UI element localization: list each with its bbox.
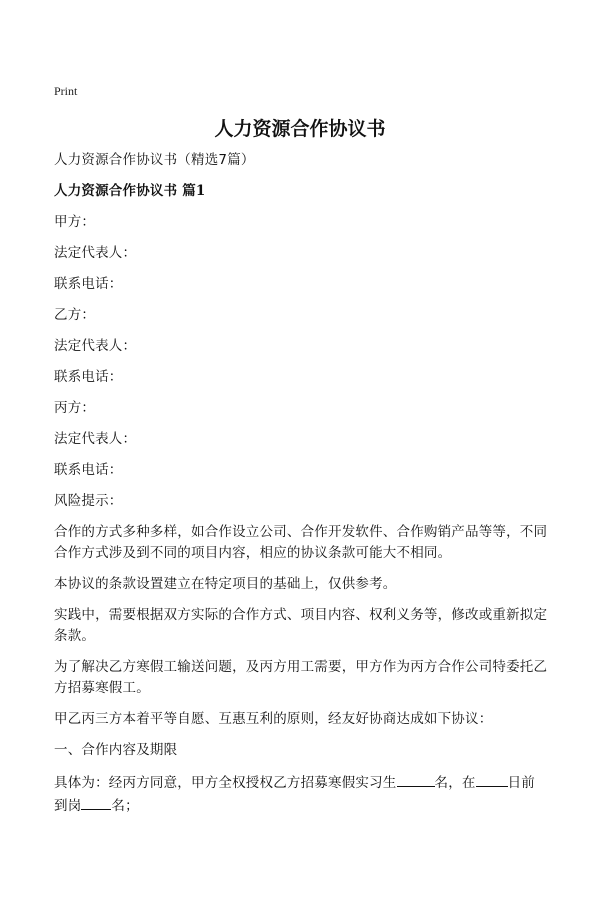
paragraph-reference-note: 本协议的条款设置建立在特定项目的基础上，仅供参考。 <box>54 576 397 592</box>
blank-field-count <box>397 771 435 787</box>
party-a-representative: 法定代表人： <box>54 245 137 261</box>
party-b-representative: 法定代表人： <box>54 338 137 354</box>
specifics-text-a: 具体为：经丙方同意，甲方全权授权乙方招募寒假实习生 <box>54 775 397 791</box>
party-c-representative: 法定代表人： <box>54 431 137 447</box>
section-heading: 人力资源合作协议书 篇1 <box>54 183 206 199</box>
document-subtitle: 人力资源合作协议书（精选7篇） <box>54 152 255 168</box>
paragraph-specifics <box>54 771 548 817</box>
party-a-phone: 联系电话： <box>54 276 123 292</box>
paragraph-cooperation-methods: 合作的方式多种多样，如合作设立公司、合作开发软件、合作购销产品等等，不同合作方式涉及到不同的项目内容，相应的协议条款可能大不相同。 <box>54 524 548 561</box>
specifics-text-d: 名； <box>111 798 139 814</box>
specifics-text-c: 日前到岗 <box>54 775 536 814</box>
risk-label: 风险提示： <box>54 493 123 509</box>
party-c-phone: 联系电话： <box>54 462 123 478</box>
paragraph-practice-note: 实践中，需要根据双方实际的合作方式、项目内容、权利义务等，修改或重新拟定条款。 <box>54 607 548 644</box>
document-title: 人力资源合作协议书 <box>214 118 386 140</box>
blank-field-arrival <box>81 794 111 810</box>
party-b-phone: 联系电话： <box>54 369 123 385</box>
specifics-text-b: 名，在 <box>434 775 476 791</box>
paragraph-purpose: 为了解决乙方寒假工输送问题，及丙方用工需要，甲方作为丙方合作公司特委托乙方招募寒假工。 <box>54 659 548 696</box>
paragraph-principles: 甲乙丙三方本着平等自愿、互惠互利的原则，经友好协商达成如下协议： <box>54 711 493 727</box>
party-b-line: 乙方： <box>54 307 96 323</box>
section-1-heading: 一、合作内容及期限 <box>54 742 178 758</box>
party-a-line: 甲方： <box>54 214 96 230</box>
document-body <box>54 150 548 827</box>
blank-field-date <box>476 771 508 787</box>
party-c-line: 丙方： <box>54 400 96 416</box>
print-label[interactable]: Print <box>54 84 78 98</box>
